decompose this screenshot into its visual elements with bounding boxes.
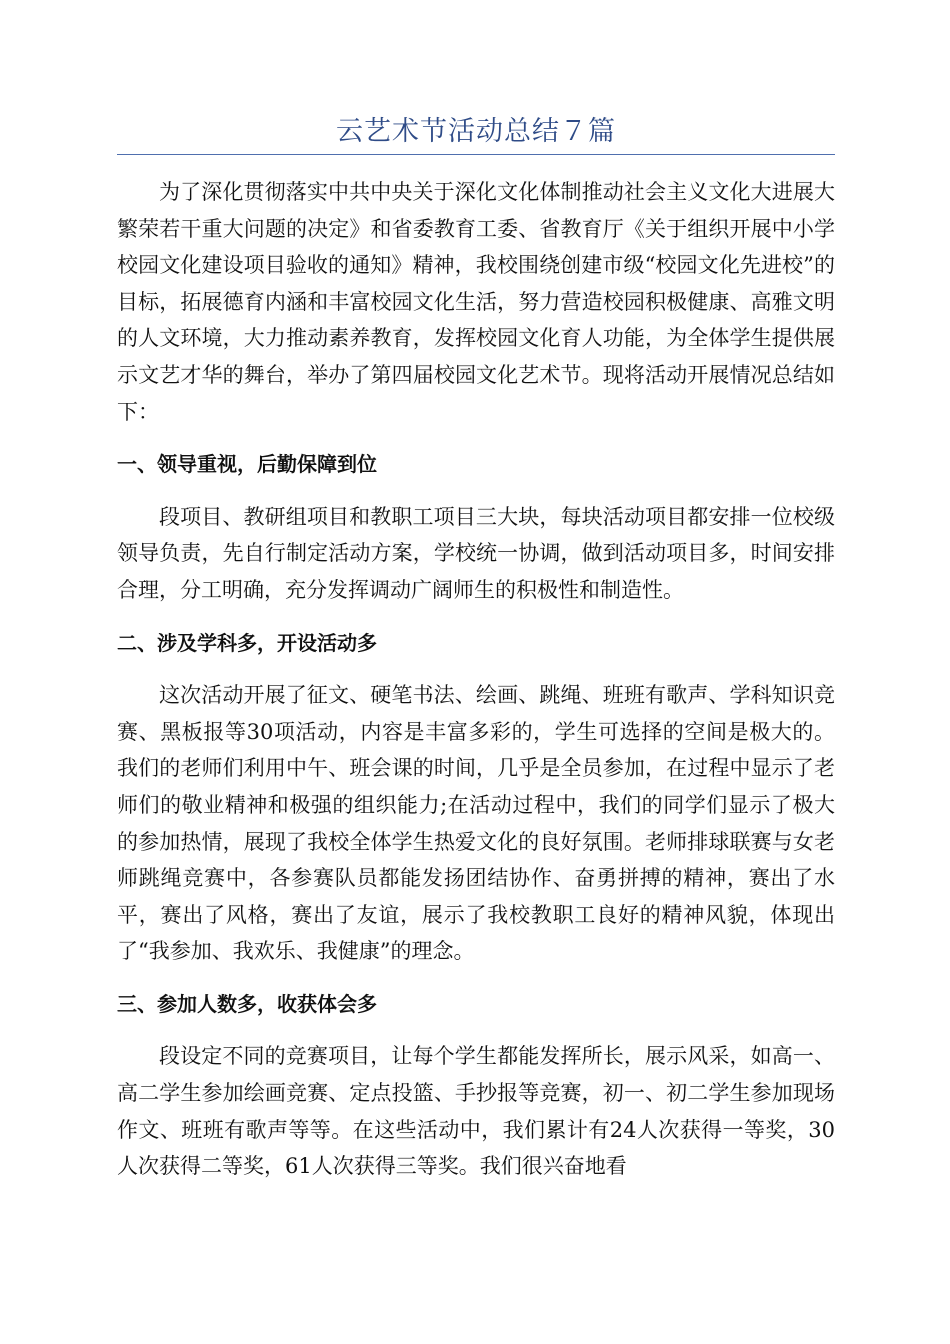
spacer [117,483,835,499]
document-title: 云艺术节活动总结７篇 [336,116,616,147]
document-body [117,174,835,1185]
section-paragraph: 段项目、教研组项目和教职工项目三大块，每块活动项目都安排一位校级领导负责，先自行制定活动方案，学校统一协调，做到活动项目多，时间安排合理，分工明确，充分发挥调动广阔师生的积极性和制造性。 [117,504,835,602]
spacer [117,609,835,625]
section-paragraph: 这次活动开展了征文、硬笔书法、绘画、跳绳、班班有歌声、学科知识竞赛、黑板报等30项活动，内容是丰富多彩的，学生可选择的空间是极大的。我们的老师们利用中午、班会课的时间，几乎是全员参加，在过程中显示了老师们的敬业精神和极强的组织能力;在活动过程中，我们的同学们显示了极大的参加热情，展现了我校全体学生热爱文化的良好氛围。老师排球联赛与女老师跳绳竞赛中，各参赛队员都能发扬团结协作、奋勇拼搏的精神，赛出了水平，赛出了风格，赛出了友谊，展示了我校教职工良好的精神风貌，体现出了“我参加、我欢乐、我健康”的理念。 [117,683,835,964]
intro-paragraph: 为了深化贯彻落实中共中央关于深化文化体制推动社会主义文化大进展大繁荣若干重大问题的决定》和省委教育工委、省教育厅《关于组织开展中小学校园文化建设项目验收的通知》精神，我校围绕创建市级“校园文化先进校”的目标，拓展德育内涵和丰富校园文化生活，努力营造校园积极健康、高雅文明的人文环境，大力推动素养教育，发挥校园文化育人功能，为全体学生提供展示文艺才华的舞台，举办了第四届校园文化艺术节。现将活动开展情况总结如下： [117,180,835,424]
spacer [117,1022,835,1038]
section-heading: 一、领导重视，后勤保障到位 [117,452,377,477]
section-heading: 二、涉及学科多，开设活动多 [117,630,377,655]
section-heading: 三、参加人数多，收获体会多 [117,991,377,1016]
spacer [117,970,835,986]
spacer [117,661,835,677]
spacer [117,430,835,446]
title-underline [117,154,835,155]
section-paragraph: 段设定不同的竞赛项目，让每个学生都能发挥所长，展示风采，如高一、高二学生参加绘画竞赛、定点投篮、手抄报等竞赛，初一、初二学生参加现场作文、班班有歌声等等。在这些活动中，我们累计有24人次获得一等奖，30人次获得二等奖，61人次获得三等奖。我们很兴奋地看 [117,1044,835,1179]
